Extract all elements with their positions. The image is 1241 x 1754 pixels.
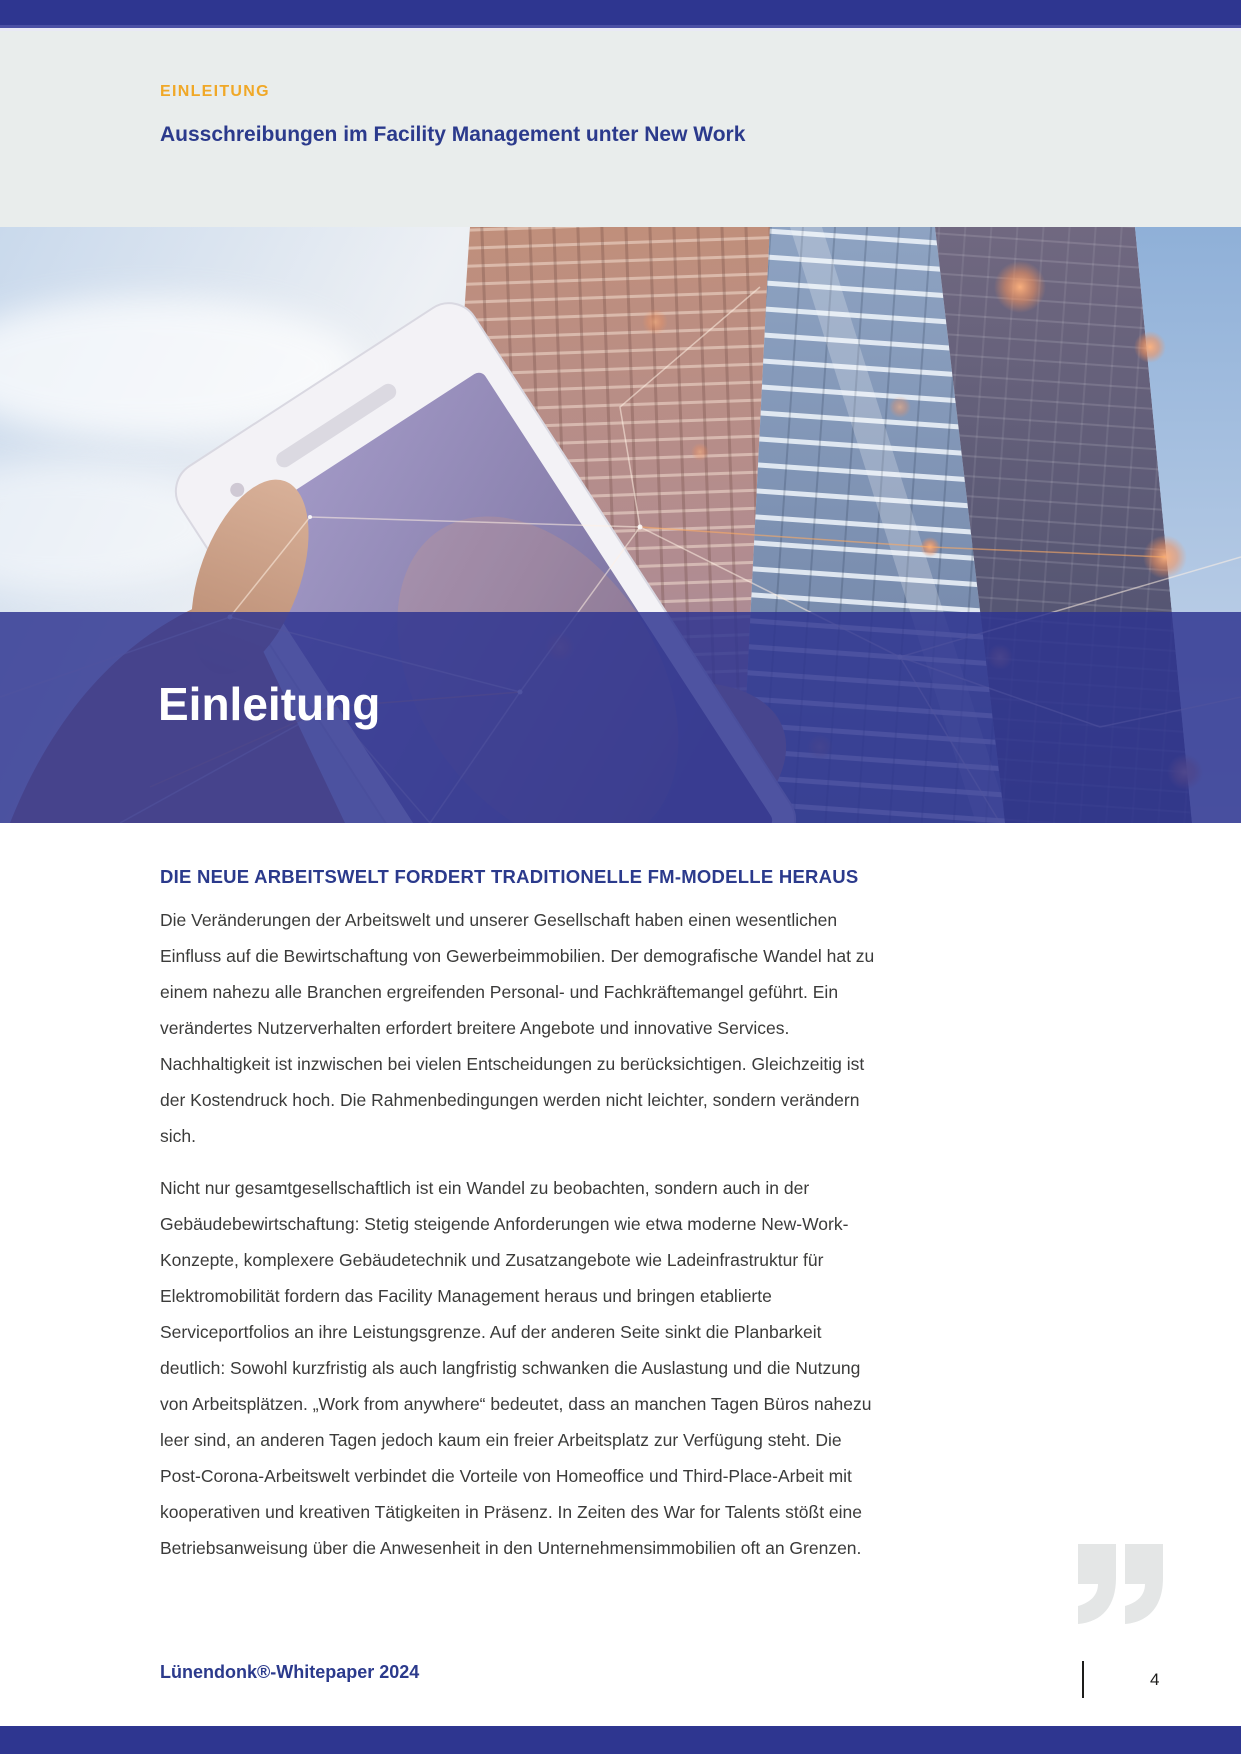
footer-brand: Lünendonk®-Whitepaper 2024 bbox=[160, 1662, 420, 1682]
paragraph-1: Die Veränderungen der Arbeitswelt und unserer Gesellschaft haben einen wesentlichen Einfluss auf die Bewirtschaftung von Gewerbeimmobilien. Der demografische Wandel hat zu einem nahezu alle Branchen ergreifenden Personal- und Fachkräftemangel geführt. Ein verändertes Nutzerverhalten erfordert breitere Angebote und innovative Services. Nachhaltigkeit ist inzwischen bei vielen Entscheidungen zu berücksichtigen. Gleichzeitig ist der Kostendruck hoch. Die Rahmenbedingungen werden nicht leichter, sondern verändern sich. bbox=[160, 910, 875, 1146]
paragraph-2: Nicht nur gesamtgesellschaftlich ist ein Wandel zu beobachten, sondern auch in der Gebäudebewirtschaftung: Stetig steigende Anforderungen wie etwa moderne New-Work-Konzepte, komplexere Gebäudetechnik und Zusatzangebote wie Ladeinfrastruktur für Elektromobilität fordern das Facility Management heraus und bringen etablierte Serviceportfolios an ihre Leistungsgrenze. Auf der anderen Seite sinkt die Planbarkeit deutlich: Sowohl kurzfristig als auch langfristig schwanken die Auslastung und die Nutzung von Arbeitsplätzen. „Work from anywhere“ bedeutet, dass an manchen Tagen Büros nahezu leer sind, an anderen Tagen jedoch kaum ein freier Arbeitsplatz zur Verfügung steht. Die Post-Corona-Arbeitswelt verbindet die Vorteile von Homeoffice und Third-Place-Arbeit mit kooperativen und kreativen Tätigkeiten in Präsenz. In Zeiten des War for Talents stößt eine Betriebsanweisung über die Anwesenheit in den Unternehmensimmobilien oft an Grenzen. bbox=[160, 1178, 872, 1558]
hero-image bbox=[0, 227, 1241, 823]
section-kicker: EINLEITUNG bbox=[160, 83, 270, 100]
page-number: 4 bbox=[1150, 1670, 1160, 1689]
section-heading: DIE NEUE ARBEITSWELT FORDERT TRADITIONELLE FM-MODELLE HERAUS bbox=[160, 866, 859, 887]
bottom-bar bbox=[0, 1726, 1241, 1754]
document-title: Ausschreibungen im Facility Management unter New Work bbox=[160, 123, 746, 146]
quote-icon bbox=[1078, 1540, 1170, 1632]
article bbox=[160, 823, 885, 1566]
chapter-title: Einleitung bbox=[158, 678, 381, 730]
page-header bbox=[0, 31, 1241, 227]
footer-divider bbox=[1082, 1661, 1084, 1698]
top-bar bbox=[0, 0, 1241, 25]
